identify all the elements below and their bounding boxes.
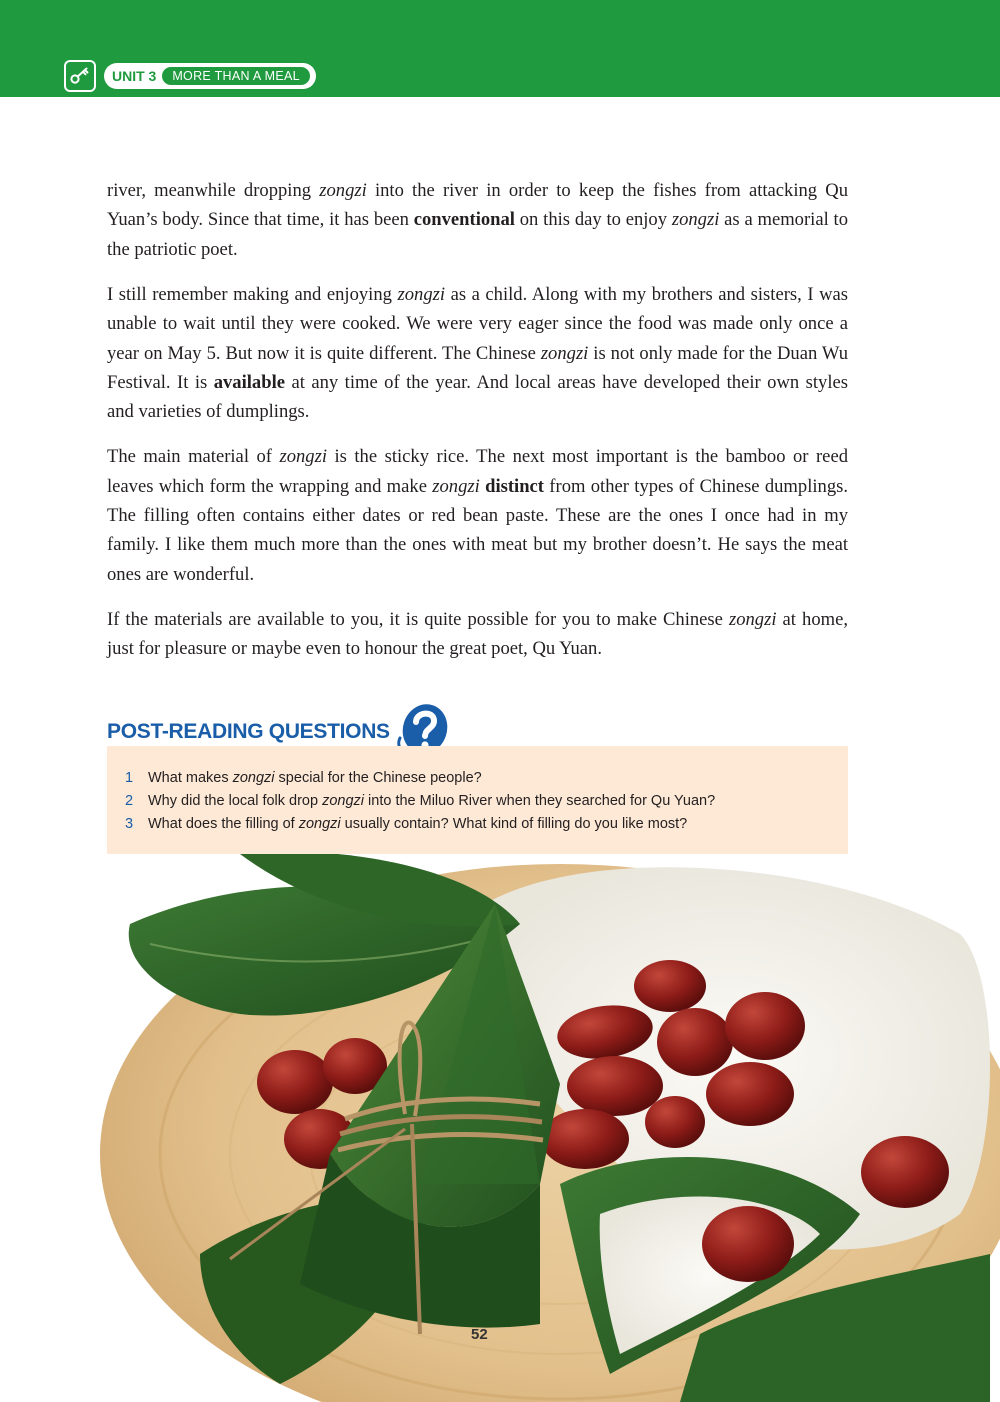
question-number: 3 [125, 816, 134, 832]
question-number: 2 [125, 793, 134, 809]
question-text: What does the filling of zongzi usually contain? What kind of filling do you like most? [148, 816, 688, 832]
unit-label: UNIT 3 [112, 68, 157, 84]
zongzi-with-dates-and-sticky-rice-photo [0, 854, 1000, 1402]
unit-badge [64, 60, 316, 92]
key-icon [64, 60, 96, 92]
question-text: What makes zongzi special for the Chinese people? [148, 770, 482, 786]
unit-pill [104, 63, 316, 89]
question-item [125, 813, 715, 836]
question-number: 1 [125, 770, 134, 786]
post-reading-heading: POST-READING QUESTIONS [107, 720, 390, 743]
question-item [125, 767, 715, 790]
unit-title: MORE THAN A MEAL [162, 67, 310, 85]
question-item [125, 790, 715, 813]
reading-passage [107, 176, 848, 679]
paragraph: The main material of zongzi is the sticky rice. The next most important is the bamboo or reed leaves which form the wrapping and make zongzi distinct from other types of Chinese dumplings. The filling often contains either dates or red bean paste. These are the ones I once had in my family. I like them much more than the ones with meat but my brother doesn’t. He says the meat ones are wonderful. [107, 446, 848, 585]
paragraph: river, meanwhile dropping zongzi into the river in order to keep the fishes from attacking Qu Yuan’s body. Since that time, it has been conventional on this day to enjoy zongzi as a memorial to the patriotic poet. [107, 180, 848, 260]
header-bar [0, 0, 1000, 97]
page-number: 52 [471, 1326, 488, 1343]
question-text: Why did the local folk drop zongzi into the Miluo River when they searched for Qu Yuan? [148, 793, 716, 809]
paragraph: If the materials are available to you, it is quite possible for you to make Chinese zongzi at home, just for pleasure or maybe even to honour the great poet, Qu Yuan. [107, 608, 848, 660]
paragraph: I still remember making and enjoying zongzi as a child. Along with my brothers and sisters, I was unable to wait until they were cooked. We were very eager since the food was made only once a year on May 5. But now it is quite different. The Chinese zongzi is not only made for the Duan Wu Festival. It is available at any time of the year. And local areas have developed their own styles and varieties of dumplings. [107, 283, 848, 423]
questions-list [125, 767, 715, 836]
